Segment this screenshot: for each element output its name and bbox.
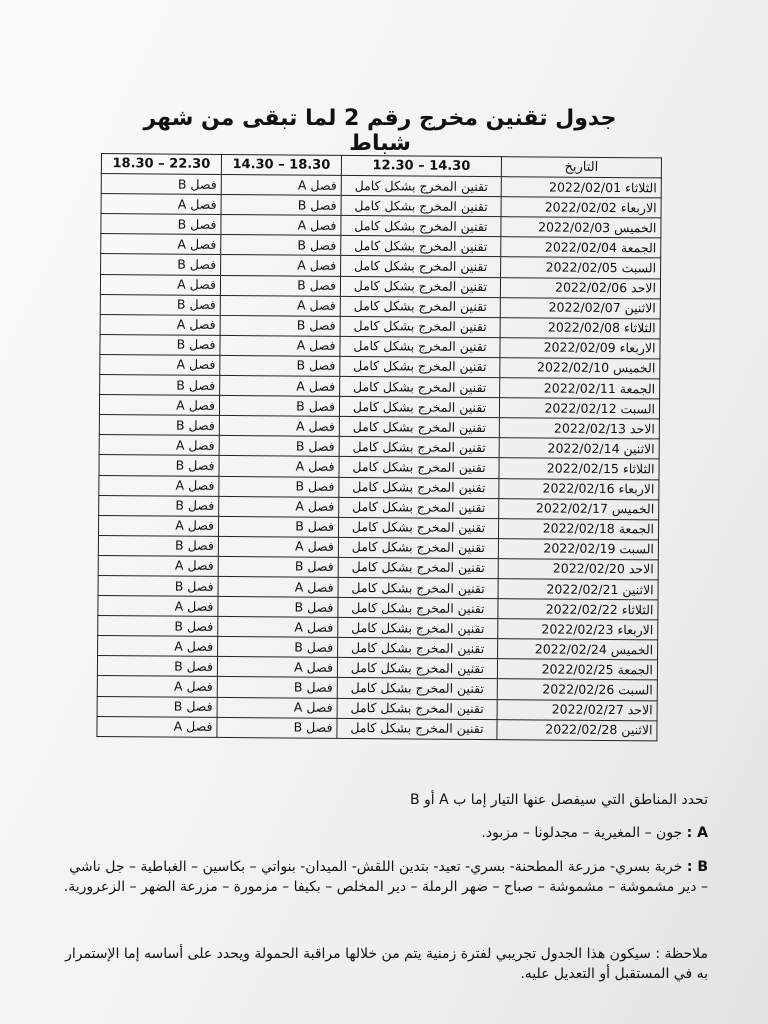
header-slot-2: 14.30 – 18.30 — [221, 154, 341, 175]
slot-3-cell: فصل B — [100, 334, 220, 355]
slot-3-cell: فصل B — [100, 375, 220, 396]
full-cut-cell: تقنين المخرج بشكل كامل — [341, 216, 501, 237]
full-cut-cell: تقنين المخرج بشكل كامل — [337, 718, 497, 739]
slot-3-cell: فصل A — [98, 596, 218, 617]
date-cell: الثلاثاء 2022/02/15 — [499, 458, 659, 479]
full-cut-cell: تقنين المخرج بشكل كامل — [341, 175, 501, 196]
schedule-table — [96, 153, 662, 741]
slot-2-cell: فصل B — [219, 476, 339, 497]
slot-3-cell: فصل B — [100, 294, 220, 315]
slot-2-cell: فصل A — [218, 536, 338, 557]
zone-a-text: جون – المغيرية – مجدلونا – مزبود. — [481, 825, 683, 841]
full-cut-cell: تقنين المخرج بشكل كامل — [338, 638, 498, 659]
slot-3-cell: فصل B — [101, 254, 221, 275]
full-cut-cell: تقنين المخرج بشكل كامل — [340, 376, 500, 397]
date-cell: الاحد 2022/02/13 — [499, 418, 659, 439]
slot-3-cell: فصل B — [99, 415, 219, 436]
slot-2-cell: فصل B — [219, 396, 339, 417]
slot-2-cell: فصل A — [218, 617, 338, 638]
zone-b-text: خربة بسري- مزرعة المطحنة- بسري- تعيد- بتدين اللقش- الميدان- بنواتي – بكاسين – الغباطية – جل ناشي – دير مشموشة – مشموشة – صباح – ضهر الرملة – دير المخلص – بكيفا – مزمورة – مزرعة الضهر – الزعرورية. — [63, 859, 708, 895]
full-cut-cell: تقنين المخرج بشكل كامل — [338, 597, 498, 618]
full-cut-cell: تقنين المخرج بشكل كامل — [340, 336, 500, 357]
header-date: التاريخ — [501, 157, 661, 178]
slot-2-cell: فصل B — [218, 637, 338, 658]
zone-a-label: A : — [686, 825, 708, 841]
slot-2-cell: فصل B — [220, 315, 340, 336]
date-cell: الخميس 2022/02/17 — [499, 498, 659, 519]
slot-2-cell: فصل A — [219, 496, 339, 517]
date-cell: الجمعة 2022/02/25 — [497, 659, 657, 680]
date-cell: السبت 2022/02/26 — [497, 679, 657, 700]
date-cell: الاثنين 2022/02/14 — [499, 438, 659, 459]
slot-3-cell: فصل A — [98, 636, 218, 657]
slot-2-cell: فصل A — [221, 215, 341, 236]
date-cell: السبت 2022/02/05 — [501, 257, 661, 278]
slot-3-cell: فصل A — [101, 194, 221, 215]
slot-2-cell: فصل A — [218, 576, 338, 597]
schedule-body — [97, 174, 661, 741]
date-cell: السبت 2022/02/12 — [499, 398, 659, 419]
slot-2-cell: فصل B — [218, 516, 338, 537]
slot-2-cell: فصل B — [218, 556, 338, 577]
slot-2-cell: فصل B — [218, 596, 338, 617]
slot-3-cell: فصل B — [97, 656, 217, 677]
slot-2-cell: فصل B — [221, 235, 341, 256]
date-cell: الخميس 2022/02/03 — [501, 217, 661, 238]
full-cut-cell: تقنين المخرج بشكل كامل — [339, 497, 499, 518]
date-cell: الجمعة 2022/02/04 — [501, 237, 661, 258]
date-cell: الجمعة 2022/02/18 — [498, 518, 658, 539]
slot-3-cell: فصل B — [98, 535, 218, 556]
full-cut-cell: تقنين المخرج بشكل كامل — [338, 517, 498, 538]
date-cell: الاثنين 2022/02/07 — [500, 297, 660, 318]
slot-2-cell: فصل A — [220, 335, 340, 356]
full-cut-cell: تقنين المخرج بشكل كامل — [339, 397, 499, 418]
slot-2-cell: فصل B — [217, 677, 337, 698]
table-row — [97, 716, 657, 740]
date-cell: الاربعاء 2022/02/16 — [499, 478, 659, 499]
zone-a-note — [60, 823, 708, 843]
slot-3-cell: فصل B — [99, 495, 219, 516]
full-cut-cell: تقنين المخرج بشكل كامل — [338, 557, 498, 578]
slot-2-cell: فصل B — [217, 717, 337, 738]
full-cut-cell: تقنين المخرج بشكل كامل — [339, 477, 499, 498]
remark-note: ملاحظة : سيكون هذا الجدول تجريبي لفترة زمنية يتم من خلالها مراقبة الحمولة ويحدد على أساسه إما الإستمرار به في المستقبل أو التعديل عليه. — [65, 946, 708, 982]
date-cell: الاثنين 2022/02/21 — [498, 579, 658, 600]
slot-3-cell: فصل A — [101, 234, 221, 255]
date-cell: الخميس 2022/02/24 — [498, 639, 658, 660]
slot-3-cell: فصل B — [101, 214, 221, 235]
slot-2-cell: فصل A — [220, 295, 340, 316]
date-cell: الاربعاء 2022/02/09 — [500, 337, 660, 358]
full-cut-cell: تقنين المخرج بشكل كامل — [338, 618, 498, 639]
date-cell: الخميس 2022/02/10 — [500, 358, 660, 379]
slot-3-cell: فصل A — [99, 435, 219, 456]
date-cell: الثلاثاء 2022/02/22 — [498, 599, 658, 620]
slot-3-cell: فصل A — [99, 475, 219, 496]
slot-2-cell: فصل A — [221, 255, 341, 276]
slot-2-cell: فصل B — [220, 275, 340, 296]
full-cut-cell: تقنين المخرج بشكل كامل — [339, 457, 499, 478]
slot-3-cell: فصل A — [100, 314, 220, 335]
date-cell: الثلاثاء 2022/02/08 — [500, 317, 660, 338]
full-cut-cell: تقنين المخرج بشكل كامل — [341, 256, 501, 277]
full-cut-cell: تقنين المخرج بشكل كامل — [337, 698, 497, 719]
full-cut-cell: تقنين المخرج بشكل كامل — [338, 577, 498, 598]
full-cut-cell: تقنين المخرج بشكل كامل — [337, 658, 497, 679]
slot-2-cell: فصل B — [221, 195, 341, 216]
slot-2-cell: فصل B — [219, 436, 339, 457]
full-cut-cell: تقنين المخرج بشكل كامل — [339, 417, 499, 438]
full-cut-cell: تقنين المخرج بشكل كامل — [341, 196, 501, 217]
slot-3-cell: فصل A — [100, 354, 220, 375]
slot-3-cell: فصل B — [98, 575, 218, 596]
date-cell: الاحد 2022/02/06 — [500, 277, 660, 298]
full-cut-cell: تقنين المخرج بشكل كامل — [340, 316, 500, 337]
full-cut-cell: تقنين المخرج بشكل كامل — [341, 236, 501, 257]
slot-3-cell: فصل B — [99, 455, 219, 476]
date-cell: الاربعاء 2022/02/23 — [498, 619, 658, 640]
slot-3-cell: فصل A — [98, 515, 218, 536]
slot-2-cell: فصل A — [219, 456, 339, 477]
date-cell: السبت 2022/02/19 — [498, 538, 658, 559]
slot-3-cell: فصل A — [97, 716, 217, 737]
date-cell: الاثنين 2022/02/28 — [497, 719, 657, 740]
full-cut-cell: تقنين المخرج بشكل كامل — [340, 276, 500, 297]
slot-2-cell: فصل A — [217, 697, 337, 718]
header-slot-1: 12.30 – 14.30 — [341, 155, 501, 176]
slot-3-cell: فصل B — [98, 616, 218, 637]
full-cut-cell: تقنين المخرج بشكل كامل — [340, 296, 500, 317]
date-cell: الاربعاء 2022/02/02 — [501, 197, 661, 218]
slot-2-cell: فصل A — [219, 416, 339, 437]
zone-b-label: B : — [686, 859, 708, 875]
date-cell: الثلاثاء 2022/02/01 — [501, 177, 661, 198]
date-cell: الاحد 2022/02/27 — [497, 699, 657, 720]
full-cut-cell: تقنين المخرج بشكل كامل — [340, 356, 500, 377]
date-cell: الاحد 2022/02/20 — [498, 559, 658, 580]
slot-3-cell: فصل A — [99, 395, 219, 416]
slot-3-cell: فصل A — [97, 676, 217, 697]
date-cell: الجمعة 2022/02/11 — [500, 378, 660, 399]
slot-2-cell: فصل A — [221, 175, 341, 196]
full-cut-cell: تقنين المخرج بشكل كامل — [339, 437, 499, 458]
slot-2-cell: فصل A — [220, 375, 340, 396]
page-title: جدول تقنين مخرج رقم 2 لما تبقى من شهر شباط — [143, 106, 617, 156]
full-cut-cell: تقنين المخرج بشكل كامل — [338, 537, 498, 558]
slot-3-cell: فصل A — [98, 555, 218, 576]
slot-2-cell: فصل B — [220, 355, 340, 376]
slot-3-cell: فصل B — [101, 174, 221, 195]
slot-3-cell: فصل B — [97, 696, 217, 717]
slot-3-cell: فصل A — [100, 274, 220, 295]
full-cut-cell: تقنين المخرج بشكل كامل — [337, 678, 497, 699]
header-slot-3: 18.30 – 22.30 — [101, 154, 221, 175]
slot-2-cell: فصل A — [217, 657, 337, 678]
zone-b-note — [60, 857, 708, 897]
zones-intro: تحدد المناطق التي سيفصل عنها التيار إما ب A أو B — [409, 792, 708, 808]
